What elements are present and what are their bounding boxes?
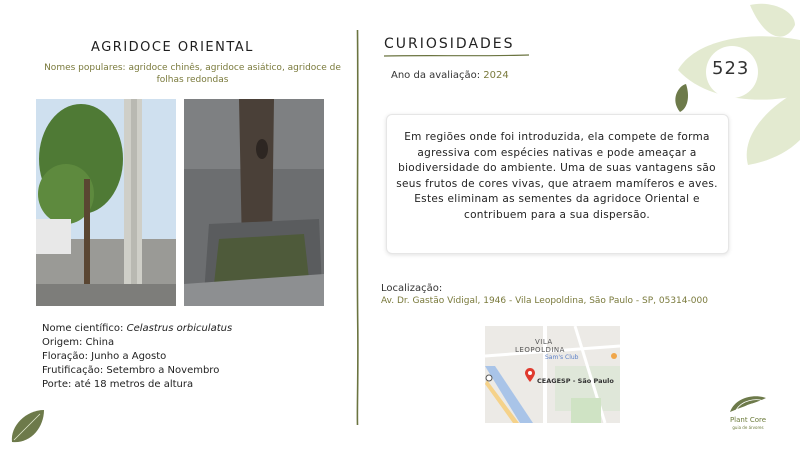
leaf-shape xyxy=(750,4,795,37)
logo-tagline: guia de árvores xyxy=(732,425,764,430)
tree-photo-trunk xyxy=(184,99,324,306)
map-area-label-1: VILA xyxy=(535,338,553,346)
vertical-divider xyxy=(356,30,359,425)
map-pin-icon xyxy=(525,368,535,382)
plant-info xyxy=(42,322,232,392)
year-label: Ano da avaliação: xyxy=(391,70,481,81)
curiosities-title: CURIOSIDADES xyxy=(384,36,515,52)
curiosities-underline xyxy=(384,54,529,57)
scientific-name-line xyxy=(42,322,232,336)
flowering-line: Floração: Junho a Agosto xyxy=(42,351,167,362)
plant-title: AGRIDOCE ORIENTAL xyxy=(91,40,254,55)
scientific-name-label: Nome científico: xyxy=(42,323,124,334)
plant-number: 523 xyxy=(712,58,750,79)
plant-core-logo-icon xyxy=(728,392,768,414)
size-line: Porte: até 18 metros de altura xyxy=(42,379,194,390)
tree-photo-street xyxy=(36,99,176,306)
location-label: Localização: xyxy=(381,283,443,294)
origin-line: Origem: China xyxy=(42,337,115,348)
leaf-shape xyxy=(747,90,800,165)
decorative-leaf-icon xyxy=(8,406,48,446)
popular-names: Nomes populares: agridoce chinês, agridoce asiático, agridoce de folhas redondas xyxy=(44,63,341,85)
location-map[interactable] xyxy=(485,326,620,423)
curiosity-text: Em regiões onde foi introduzida, ela compete de forma agressiva com espécies nativas e pode ameaçar a biodiversidade do ambiente. Uma de suas vantagens são seus frutos de cores vivas, que atraem mamíferos e aves. Estes eliminam as sementes da agridoce Oriental e contribuem para a sua dispersão. xyxy=(396,131,718,221)
year-value: 2024 xyxy=(483,70,509,81)
map-pin-label: CEAGESP - São Paulo xyxy=(537,377,614,385)
map-poi-label: Sam's Club xyxy=(545,354,579,361)
map-area-label-2: LEOPOLDINA xyxy=(515,346,565,354)
small-leaf-icon xyxy=(675,84,688,112)
scientific-name-value: Celastrus orbiculatus xyxy=(126,323,233,334)
logo-name: Plant Core xyxy=(729,416,767,424)
fruiting-line: Frutificação: Setembro a Novembro xyxy=(42,365,220,376)
location-address[interactable]: Av. Dr. Gastão Vidigal, 1946 - Vila Leopoldina, São Paulo - SP, 05314-000 xyxy=(381,296,708,306)
evaluation-year xyxy=(391,70,509,81)
